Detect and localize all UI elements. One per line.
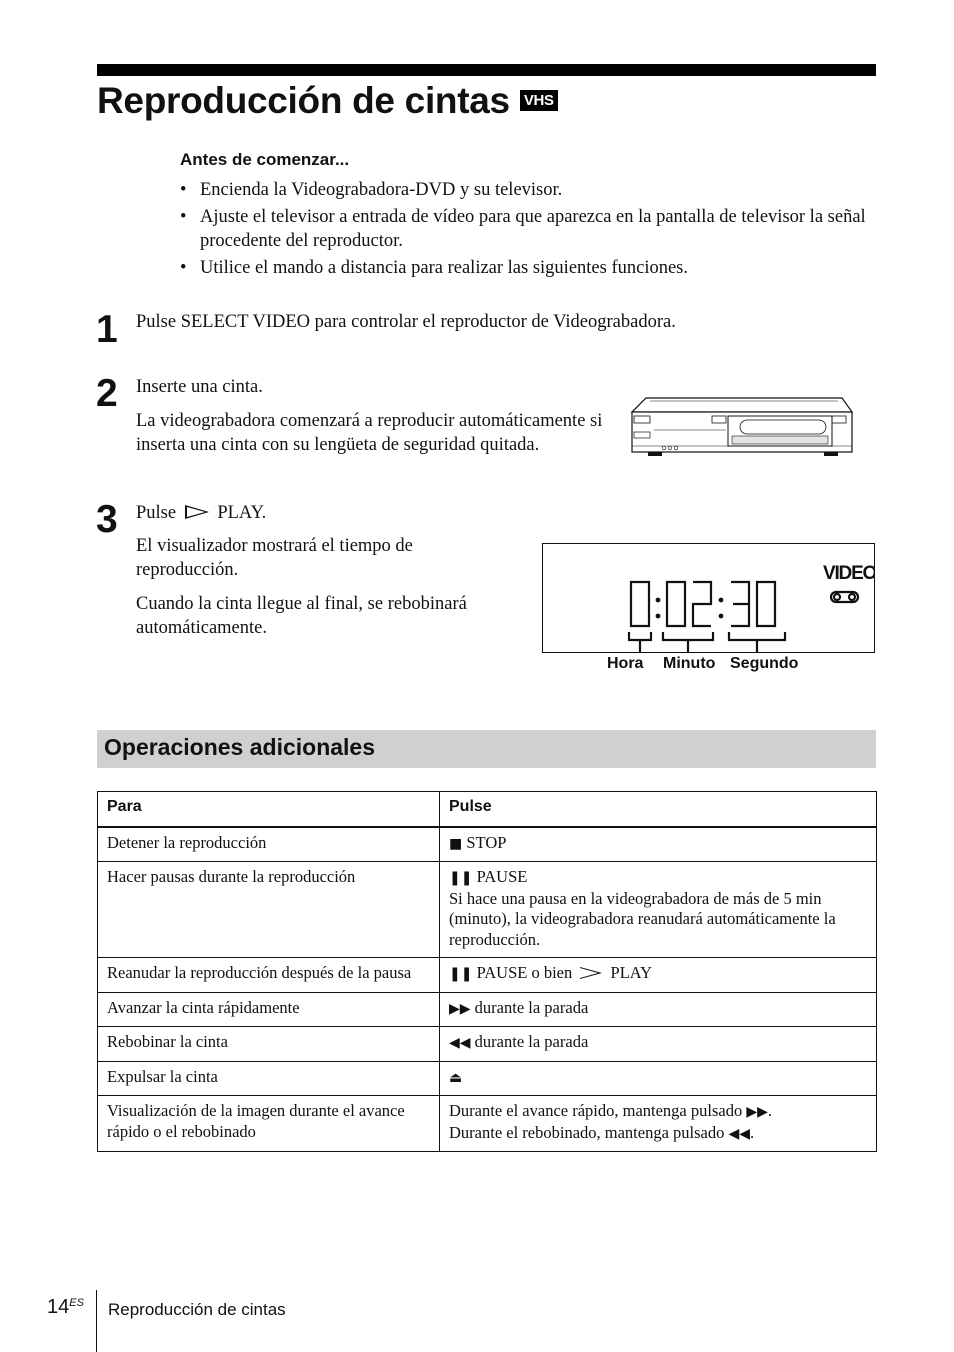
fast-forward-icon: ▶▶ — [746, 1104, 768, 1120]
cell-para: Visualización de la imagen durante el avance rápido o el rebobinado — [98, 1096, 440, 1152]
play-icon — [185, 505, 209, 519]
hour-label: Hora — [607, 655, 644, 672]
cell-para: Avanzar la cinta rápidamente — [98, 992, 440, 1027]
table-row — [98, 862, 877, 958]
header-para: Para — [98, 792, 440, 827]
step-number: 1 — [96, 308, 118, 351]
table-header-row — [98, 792, 877, 827]
title-rule — [97, 64, 876, 76]
vhs-badge: VHS — [520, 90, 558, 111]
list-item: • Ajuste el televisor a entrada de vídeo para que aparezca en la pantalla de televisor la señal procedente del reproductor. — [180, 205, 880, 253]
second-label: Segundo — [730, 655, 799, 672]
minute-label: Minuto — [663, 655, 716, 672]
cell-para: Hacer pausas durante la reproducción — [98, 862, 440, 958]
cell-pulse: ❚❚ PAUSE Si hace una pausa en la videograbadora de más de 5 min (minuto), la videograbadora reanudará automáticamente la reproducción. — [440, 862, 877, 958]
rewind-icon: ◀◀ — [449, 1035, 471, 1051]
cell-para: Expulsar la cinta — [98, 1061, 440, 1096]
step-text: Pulse SELECT VIDEO para controlar el reproductor de Videograbadora. — [136, 312, 676, 332]
page-title: Reproducción de cintas VHS — [97, 80, 558, 122]
rewind-icon: ◀◀ — [728, 1125, 751, 1142]
cell-pulse: ■ STOP — [440, 827, 877, 862]
footer-divider — [96, 1290, 97, 1352]
cell-pulse: Durante el avance rápido, mantenga pulsado ▶▶. Durante el rebobinado, mantenga pulsado ◀◀. — [440, 1096, 877, 1152]
cell-pulse: ◀◀ durante la parada — [440, 1027, 877, 1062]
step-note: Cuando la cinta llegue al final, se rebobinará automáticamente. — [136, 594, 467, 638]
pause-icon: ❚❚ — [449, 870, 473, 886]
list-item: • Utilice el mando a distancia para realizar las siguientes funciones. — [180, 256, 880, 280]
vcr-player-illustration — [628, 394, 856, 460]
section-heading-bar — [97, 730, 876, 768]
step-note: La videograbadora comenzará a reproducir automáticamente si inserta una cinta con su lengüeta de seguridad quitada. — [136, 411, 603, 455]
play-icon — [580, 967, 602, 979]
table-row — [98, 1096, 877, 1152]
operations-table — [97, 791, 877, 1152]
stop-icon: ■ — [449, 835, 463, 852]
header-pulse: Pulse — [440, 792, 877, 827]
cell-pulse: ▶▶ durante la parada — [440, 992, 877, 1027]
table-row — [98, 827, 877, 862]
step-number: 3 — [96, 498, 118, 541]
pause-icon: ❚❚ — [449, 966, 473, 982]
time-readout — [543, 544, 874, 652]
intro-list — [180, 178, 880, 283]
fast-forward-icon: ▶▶ — [449, 1000, 471, 1017]
cell-pulse — [440, 1061, 877, 1096]
footer-section: Reproducción de cintas — [108, 1300, 286, 1319]
intro-heading: Antes de comenzar... — [180, 150, 350, 169]
table-row — [98, 992, 877, 1027]
page-number: $14^{ES}$ — [47, 1296, 84, 1318]
display-mode: VIDEO — [823, 563, 874, 584]
cell-para: Reanudar la reproducción después de la pausa — [98, 958, 440, 993]
list-item: • Encienda la Videograbadora-DVD y su televisor. — [180, 178, 880, 202]
step-text: Pulse PLAY. — [136, 503, 267, 523]
cell-pulse: ❚❚ PAUSE o bien PLAY — [440, 958, 877, 993]
step-number: 2 — [96, 372, 118, 415]
cell-para: Rebobinar la cinta — [98, 1027, 440, 1062]
eject-icon: ⏏ — [449, 1069, 463, 1086]
table-row — [98, 1061, 877, 1096]
section-title: Operaciones adicionales — [104, 734, 376, 760]
step-note: El visualizador mostrará el tiempo de reproducción. — [136, 536, 413, 580]
step-text: Inserte una cinta. — [136, 377, 263, 397]
vcr-display-panel — [542, 543, 875, 653]
table-row — [98, 1027, 877, 1062]
cell-para: Detener la reproducción — [98, 827, 440, 862]
table-row — [98, 958, 877, 993]
